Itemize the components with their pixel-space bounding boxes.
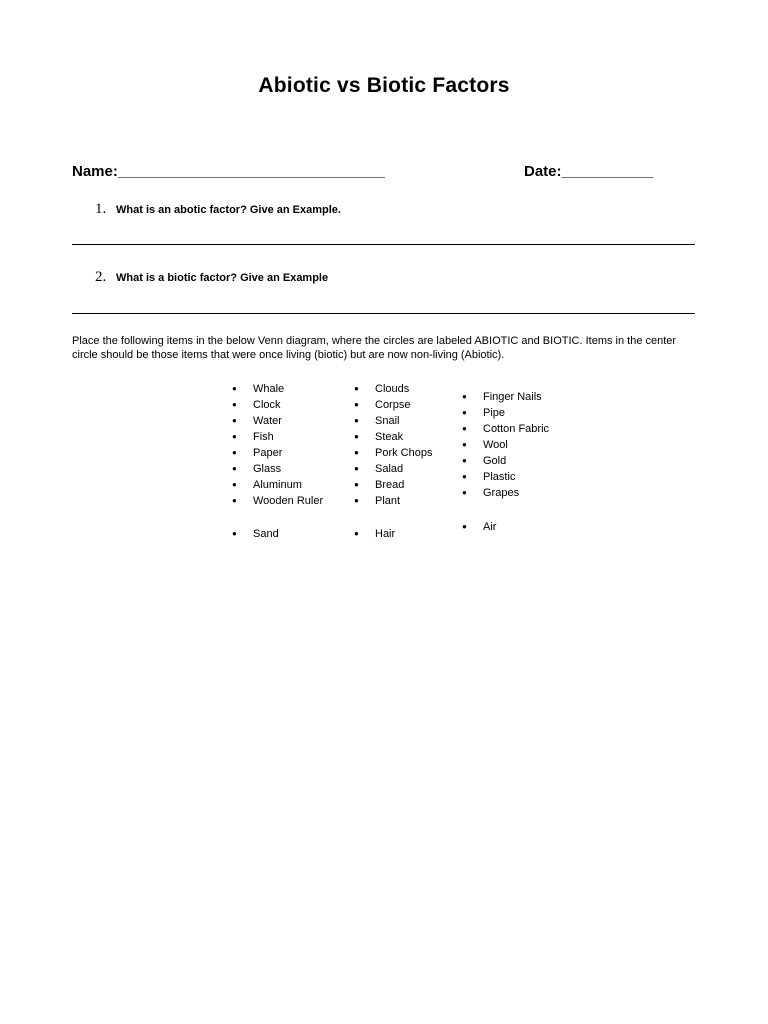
- list-item: ● Corpse: [354, 399, 411, 411]
- bullet-icon: ●: [462, 424, 467, 433]
- bullet-icon: ●: [232, 384, 237, 393]
- question-text: What is a biotic factor? Give an Example: [116, 272, 329, 284]
- bullet-icon: ●: [354, 496, 359, 505]
- bullet-icon: ●: [354, 384, 359, 393]
- bullet-icon: ●: [232, 496, 237, 505]
- list-item: ● Bread: [354, 479, 405, 491]
- bullet-icon: ●: [232, 529, 237, 538]
- list-item: ● Pork Chops: [354, 447, 433, 459]
- bullet-icon: ●: [232, 448, 237, 457]
- list-item: ● Plant: [354, 495, 401, 507]
- list-item: ● Aluminum: [232, 479, 302, 491]
- list-item: ● Fish: [232, 431, 274, 443]
- list-item: ● Air: [462, 521, 497, 533]
- list-item: ● Wooden Ruler: [232, 495, 324, 507]
- list-item: ● Glass: [232, 463, 282, 475]
- list-item: ● Pipe: [462, 407, 506, 419]
- bullet-icon: ●: [232, 432, 237, 441]
- date-field[interactable]: Date:___________: [524, 163, 654, 180]
- bullet-icon: ●: [232, 416, 237, 425]
- item-list-column-1: [232, 381, 323, 542]
- list-item: ● Cotton Fabric: [462, 423, 550, 435]
- bullet-icon: ●: [462, 408, 467, 417]
- bullet-icon: ●: [354, 529, 359, 538]
- list-item: ● Salad: [354, 463, 404, 475]
- bullet-icon: ●: [232, 464, 237, 473]
- bullet-icon: ●: [462, 392, 467, 401]
- list-item: ● Wool: [462, 439, 508, 451]
- list-item: ● Paper: [232, 447, 283, 459]
- list-item: ● Clock: [232, 399, 281, 411]
- answer-line-2[interactable]: [72, 313, 695, 314]
- bullet-icon: ●: [462, 456, 467, 465]
- list-item: ● Sand: [232, 528, 279, 540]
- question-2: [95, 269, 328, 286]
- question-1: [95, 201, 341, 218]
- item-list-column-2: [354, 381, 432, 542]
- bullet-icon: ●: [354, 416, 359, 425]
- list-item: ● Finger Nails: [462, 391, 542, 403]
- question-number: 2.: [95, 269, 107, 285]
- bullet-icon: ●: [354, 448, 359, 457]
- bullet-icon: ●: [462, 488, 467, 497]
- bullet-icon: ●: [354, 464, 359, 473]
- bullet-icon: ●: [232, 480, 237, 489]
- item-list-column-3: [462, 389, 549, 535]
- bullet-icon: ●: [232, 400, 237, 409]
- list-item: ● Hair: [354, 528, 396, 540]
- name-field[interactable]: Name:________________________________: [72, 163, 385, 180]
- list-item: ● Clouds: [354, 383, 410, 395]
- answer-line-1[interactable]: [72, 244, 695, 245]
- list-item: ● Snail: [354, 415, 400, 427]
- bullet-icon: ●: [462, 440, 467, 449]
- bullet-icon: ●: [354, 400, 359, 409]
- question-number: 1.: [95, 201, 107, 217]
- instructions: Place the following items in the below Venn diagram, where the circles are labeled ABIOTIC and BIOTIC. Items in the center circle should be those items that were once living (biotic) but are now non-living (Abiotic).: [72, 335, 677, 361]
- bullet-icon: ●: [462, 472, 467, 481]
- list-item: ● Gold: [462, 455, 507, 467]
- page-title: Abiotic vs Biotic Factors: [258, 74, 510, 97]
- list-item: ● Grapes: [462, 487, 520, 499]
- bullet-icon: ●: [354, 480, 359, 489]
- list-item: ● Whale: [232, 383, 285, 395]
- list-item: ● Water: [232, 415, 282, 427]
- bullet-icon: ●: [354, 432, 359, 441]
- list-item: ● Steak: [354, 431, 404, 443]
- list-item: ● Plastic: [462, 471, 516, 483]
- question-text: What is an abotic factor? Give an Example.: [116, 204, 341, 216]
- bullet-icon: ●: [462, 522, 467, 531]
